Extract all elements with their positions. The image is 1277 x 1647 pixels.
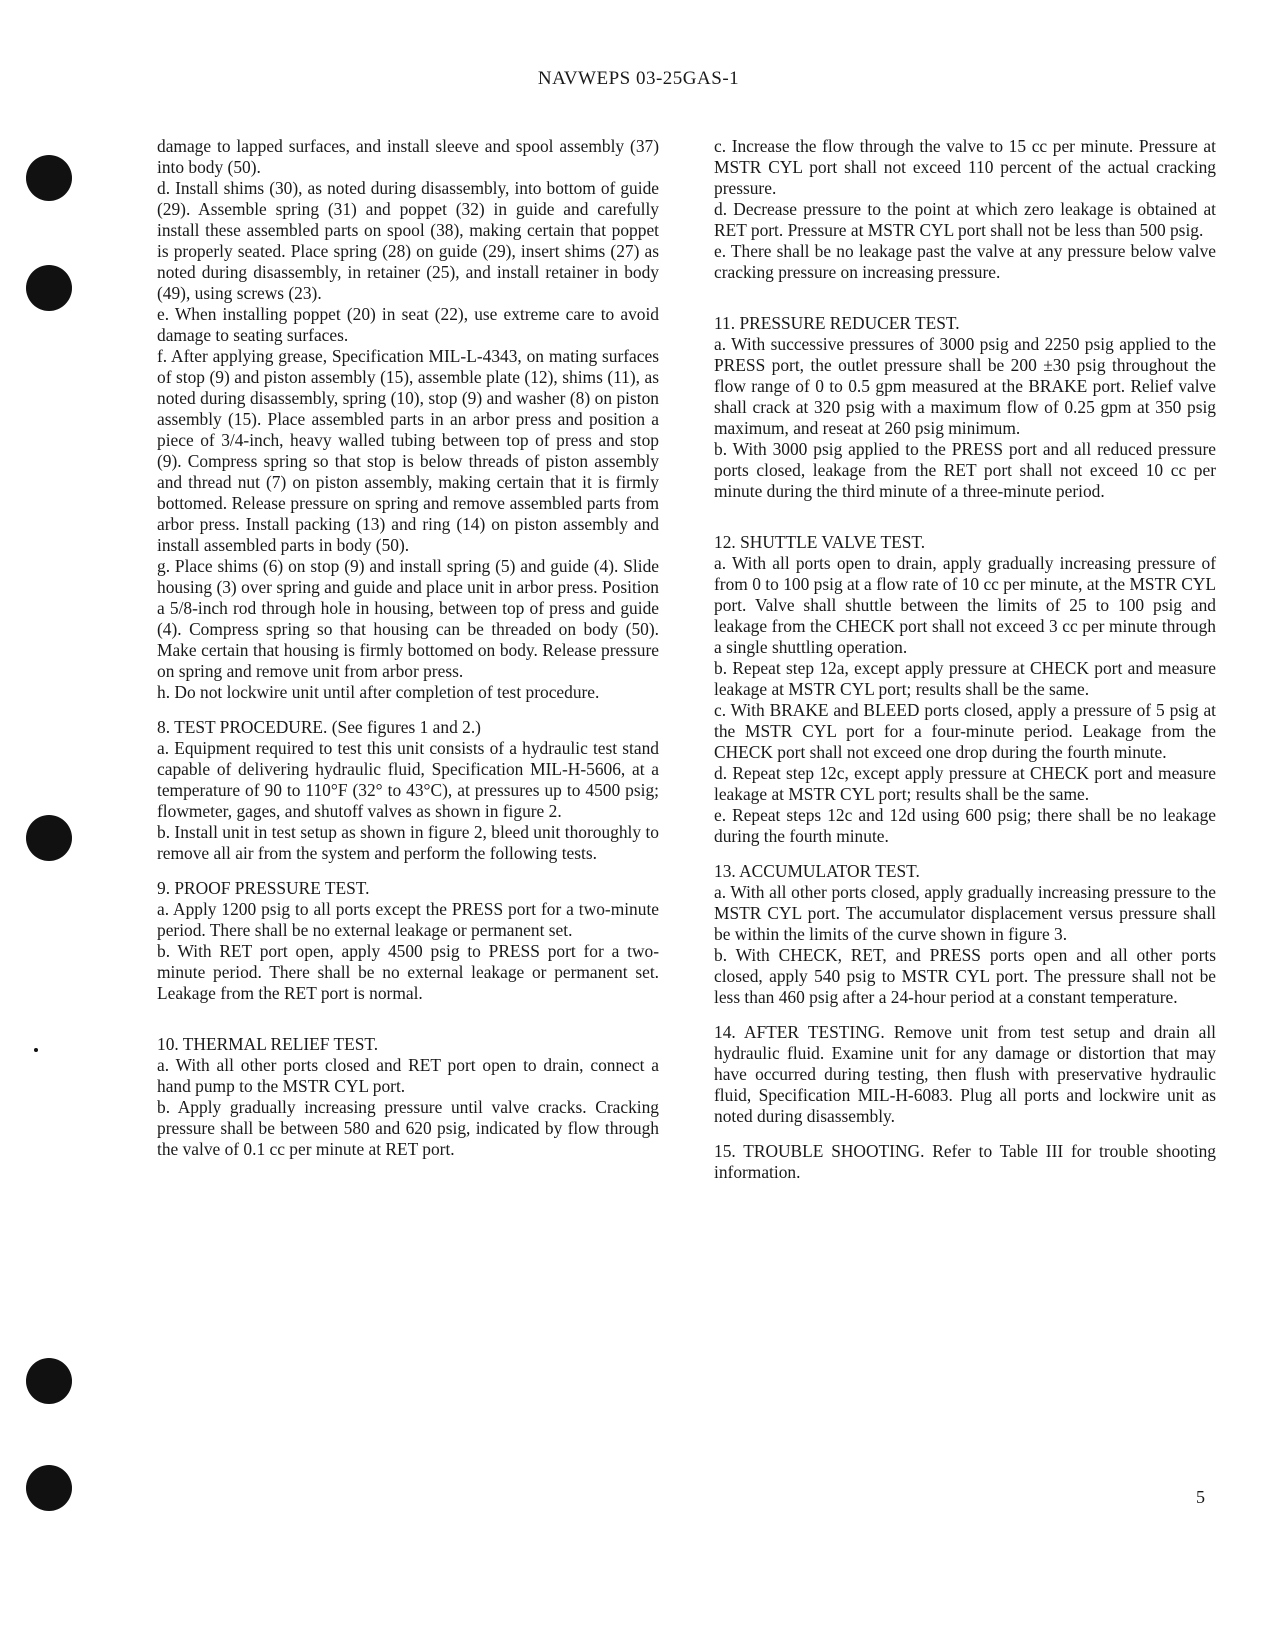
section-heading: 12. SHUTTLE VALVE TEST.	[714, 532, 926, 552]
paragraph: b. Repeat step 12a, except apply pressure at CHECK port and measure leakage at MSTR CYL port; results shall be the same.	[714, 658, 1216, 699]
paragraph: a. With successive pressures of 3000 psig and 2250 psig applied to the PRESS port, the outlet pressure shall be 200 ±30 psig throughout the flow range of 0 to 0.5 gpm measured at the BRAKE port. Relief valve shall crack at 320 psig with a maximum flow of 0.25 gpm at 350 psig maximum, and reseat at 260 psig minimum.	[714, 334, 1216, 438]
section-heading: 8. TEST PROCEDURE. (See figures 1 and 2.)	[157, 717, 481, 737]
paragraph: d. Decrease pressure to the point at which zero leakage is obtained at RET port. Pressure at MSTR CYL port shall not be less than 500 psig.	[714, 199, 1216, 240]
paragraph: c. With BRAKE and BLEED ports closed, apply a pressure of 5 psig at the MSTR CYL port for a four-minute period. Leakage from the CHECK port shall not exceed one drop during the fourth minute.	[714, 700, 1216, 762]
right-column	[714, 136, 1216, 1183]
paragraph: c. Increase the flow through the valve to 15 cc per minute. Pressure at MSTR CYL port shall not exceed 110 percent of the actual cracking pressure.	[714, 136, 1216, 198]
paragraph: a. Apply 1200 psig to all ports except the PRESS port for a two-minute period. There shall be no external leakage or permanent set.	[157, 899, 659, 940]
document-header: NAVWEPS 03-25GAS-1	[537, 68, 740, 89]
binder-hole-3	[26, 815, 72, 861]
binder-hole-2	[26, 265, 72, 311]
paragraph: damage to lapped surfaces, and install sleeve and spool assembly (37) into body (50).	[157, 136, 659, 177]
section-heading: 14. AFTER TESTING. Remove unit from test setup and drain all hydraulic fluid. Examine unit for any damage or distortion that may have occurred during testing, then flush with preservative hydraulic fluid, Specification MIL-H-6083. Plug all ports and lockwire unit as noted during disassembly.	[714, 1022, 1216, 1126]
paragraph: a. With all ports open to drain, apply gradually increasing pressure of from 0 to 100 psig at a flow rate of 10 cc per minute, at the MSTR CYL port. Valve shall shuttle between the limits of 25 to 100 psig and leakage from the CHECK port shall not exceed 3 cc per minute through a single shuttling operation.	[714, 553, 1216, 657]
paragraph: b. Apply gradually increasing pressure until valve cracks. Cracking pressure shall be between 580 and 620 psig, indicated by flow through the valve of 0.1 cc per minute at RET port.	[157, 1097, 659, 1159]
paragraph: b. With 3000 psig applied to the PRESS port and all reduced pressure ports closed, leakage from the RET port shall not exceed 10 cc per minute during the third minute of a three-minute period.	[714, 439, 1216, 501]
binder-hole-4	[26, 1358, 72, 1404]
paragraph: b. With RET port open, apply 4500 psig to PRESS port for a two-minute period. There shall be no external leakage or permanent set. Leakage from the RET port is normal.	[157, 941, 659, 1003]
section-heading: 15. TROUBLE SHOOTING. Refer to Table III for trouble shooting information.	[714, 1141, 1216, 1182]
section-heading: 9. PROOF PRESSURE TEST.	[157, 878, 370, 898]
paragraph: a. Equipment required to test this unit consists of a hydraulic test stand capable of delivering hydraulic fluid, Specification MIL-H-5606, at a temperature of 90 to 110°F (32° to 43°C), at pressures up to 4500 psig; flowmeter, gages, and shutoff valves as shown in figure 2.	[157, 738, 659, 821]
section-heading: 13. ACCUMULATOR TEST.	[714, 861, 920, 881]
paragraph: e. When installing poppet (20) in seat (22), use extreme care to avoid damage to seating surfaces.	[157, 304, 659, 345]
paragraph: f. After applying grease, Specification MIL-L-4343, on mating surfaces of stop (9) and piston assembly (15), assemble plate (12), shims (11), as noted during disassembly, spring (10), stop (9) and washer (8) on piston assembly (15). Place assembled parts in an arbor press and position a piece of 3/4-inch, heavy walled tubing between top of press and stop (9). Compress spring so that stop is below threads of piston assembly and thread nut (7) on piston assembly, making certain that it is firmly bottomed. Release pressure on spring and remove assembled parts from arbor press. Install packing (13) and ring (14) on piston assembly and install assembled parts in body (50).	[157, 346, 659, 555]
paragraph: e. There shall be no leakage past the valve at any pressure below valve cracking pressure on increasing pressure.	[714, 241, 1216, 282]
binder-hole-1	[26, 155, 72, 201]
page-mark	[34, 1048, 38, 1052]
section-heading: 11. PRESSURE REDUCER TEST.	[714, 313, 960, 333]
paragraph: b. Install unit in test setup as shown in figure 2, bleed unit thoroughly to remove all air from the system and perform the following tests.	[157, 822, 659, 863]
paragraph: d. Install shims (30), as noted during disassembly, into bottom of guide (29). Assemble spring (31) and poppet (32) in guide and carefully install these assembled parts on spool (38), making certain that poppet is properly seated. Place spring (28) on guide (29), insert shims (27) as noted during disassembly, in retainer (25), and install retainer in body (49), using screws (23).	[157, 178, 659, 303]
binder-hole-5	[26, 1465, 72, 1511]
page-number: 5	[1196, 1487, 1205, 1507]
paragraph: b. With CHECK, RET, and PRESS ports open and all other ports closed, apply 540 psig to MSTR CYL port. The pressure shall not be less than 460 psig after a 24-hour period at a constant temperature.	[714, 945, 1216, 1007]
paragraph: a. With all other ports closed, apply gradually increasing pressure to the MSTR CYL port. The accumulator displacement versus pressure shall be within the limits of the curve shown in figure 3.	[714, 882, 1216, 944]
section-heading: 10. THERMAL RELIEF TEST.	[157, 1034, 379, 1054]
paragraph: a. With all other ports closed and RET port open to drain, connect a hand pump to the MSTR CYL port.	[157, 1055, 659, 1096]
left-column	[157, 136, 659, 1160]
paragraph: d. Repeat step 12c, except apply pressure at CHECK port and measure leakage at MSTR CYL port; results shall be the same.	[714, 763, 1216, 804]
paragraph: e. Repeat steps 12c and 12d using 600 psig; there shall be no leakage during the fourth minute.	[714, 805, 1216, 846]
paragraph: g. Place shims (6) on stop (9) and install spring (5) and guide (4). Slide housing (3) over spring and guide and place unit in arbor press. Position a 5/8-inch rod through hole in housing, between top of press and guide (4). Compress spring so that housing can be threaded on body (50). Make certain that housing is firmly bottomed on body. Release pressure on spring and remove unit from arbor press.	[157, 556, 659, 681]
paragraph: h. Do not lockwire unit until after completion of test procedure.	[157, 682, 600, 702]
